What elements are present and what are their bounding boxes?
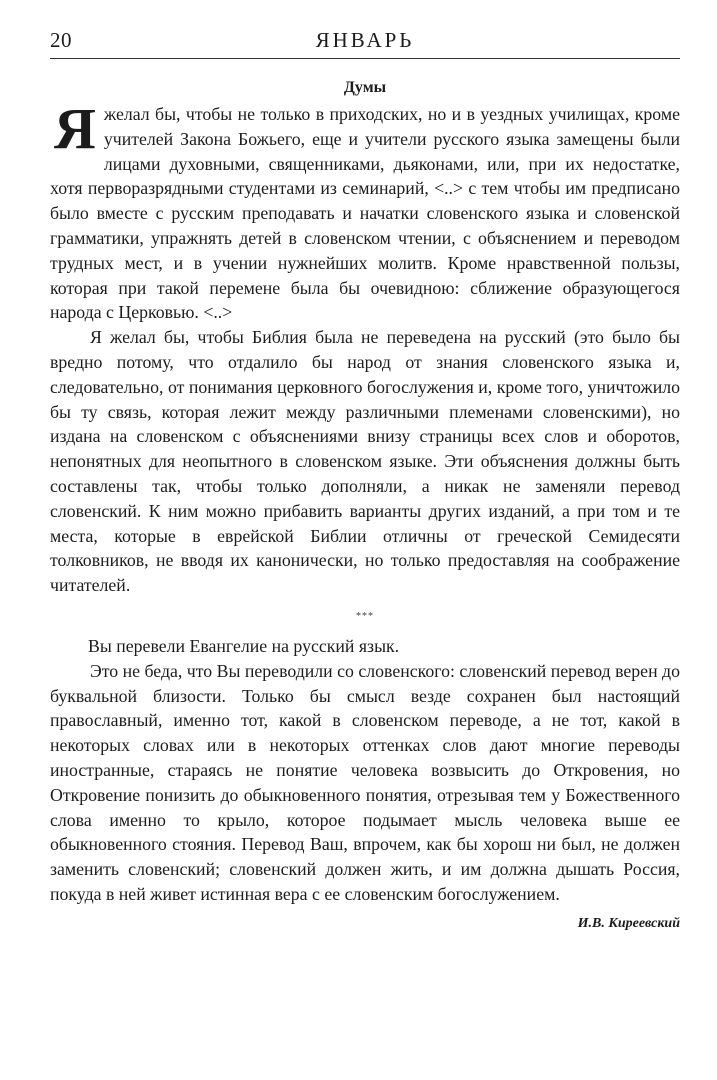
page-number: 20 xyxy=(50,28,72,52)
paragraph-3: Вы перевели Евангелие на русский язык. xyxy=(88,635,400,656)
running-title: ЯНВАРЬ xyxy=(315,28,415,52)
running-head xyxy=(50,28,680,54)
section-title: Думы xyxy=(343,79,387,96)
paragraph-4: Это не беда, что Вы переводили со словенского: словенский перевод верен до буквальной близости. Только бы смысл везде сохранен был настоящий православный, именно тот, какой в словенском переводе, а не тот, какой в некоторых словах или в некоторых оттенках слов дают многие переводы иностранные, стараясь не понятие человека возвысить до Откровения, но Откровение понизить до обыкновенного понятия, отрезывая тем у Божественного слова именно то крыло, которое подымает мысль человека выше ее обыкновенного стояния. Перевод Ваш, впрочем, как бы хорош ни был, не должен заменить словенский; словенский должен жить, и им должна дышать Россия, покуда в ней живет истинная вера с ее словенским богослужением. xyxy=(50,660,680,904)
paragraph-2: Я желал бы, чтобы Библия была не переведена на русский (это было бы вредно потому, что отдалило бы народ от знания словенского языка и, следовательно, от понимания церковного богослужения и, кроме того, уничтожило бы ту связь, которая лежит между различными племенами словенскими), но издана на словенском с объяснениями внизу страницы всех слов и оборотов, непонятных для неопытного в словенском языке. Эти объяснения должны быть составлены так, чтобы только дополняли, а никак не заменяли перевод словенский. К ним можно прибавить варианты других изданий, а при том и те места, которые в еврейской Библии отличны от греческой Семидесяти толковников, не вводя их канонически, но только предоставляя на соображение читателей. xyxy=(50,327,680,596)
author-signature: И.В. Киреевский xyxy=(577,915,680,931)
body-text xyxy=(50,96,680,933)
drop-cap: Я xyxy=(54,96,96,161)
paragraph-1 xyxy=(50,96,680,325)
section-separator: *** xyxy=(356,610,374,622)
header-rule xyxy=(50,58,680,59)
paragraph-1-text: желал бы, чтобы не только в приходских, но и в уездных училищах, кроме учителей Закона Божьего, еще и учители русского языка замещены были лицами духовными, священниками, дьяконами, или, при их недостатке, хотя перворазрядными студентами из семинарий, <..> с тем чтобы им предписано было вместе с русским преподавать и начатки словенского языка и словенской грамматики, упражнять детей в словенском чтении, с объяснением и переводом трудных мест, и в учении нужнейших молитв. Кроме нравственной пользы, которая при такой перемене была бы очевидною: сближение образующегося народа с Церковью. <..> xyxy=(50,104,680,323)
